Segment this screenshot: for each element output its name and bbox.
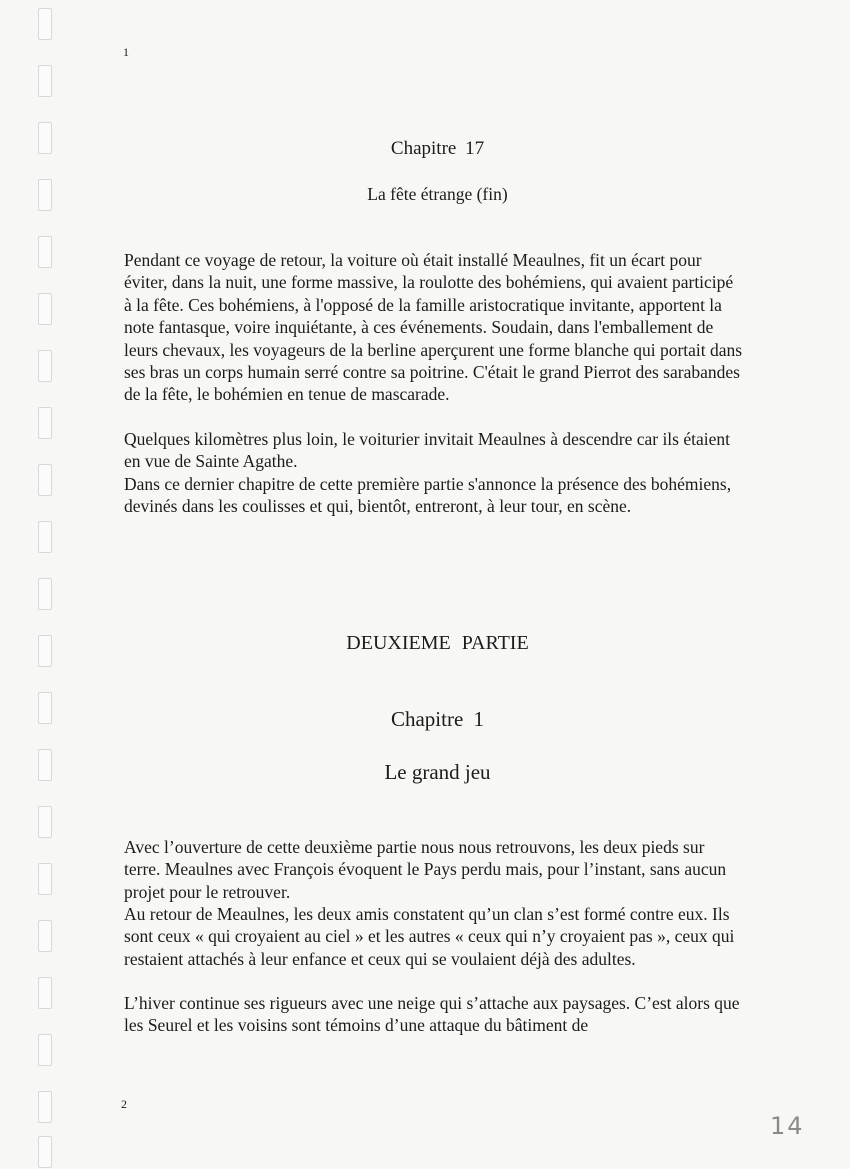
chapter-1-title: Chapitre 1: [390, 707, 485, 731]
paragraph-clan: Au retour de Meaulnes, les deux amis constatent qu’un clan s’est formé contre eux. Ils sont ceux « qui croyaient au ciel » et les autres « ceux qui n’y croyaient pas », ceux qui restaient attachés à leur enfance et ceux qui se voulaient déjà des adultes.: [124, 904, 735, 969]
paragraph-voyage-retour: Pendant ce voyage de retour, la voiture où était installé Meaulnes, fit un écart pour éviter, dans la nuit, une forme massive, la roulotte des bohémiens, qui avaient participé à la fête. Ces bohémiens, à l'opposé de la famille aristocratique invitante, apportent la note fantasque, voire inquiétante, à ces événements. Soudain, dans l'emballement de leurs chevaux, les voyageurs de la berline aperçurent une forme blanche qui portait dans ses bras un corps humain serré contre sa poitrine. C'était le grand Pierrot des sarabandes de la fête, le bohémien en tenue de mascarade.: [124, 250, 743, 405]
chapter-17-title: Chapitre 17: [390, 138, 485, 159]
chapter-17-subtitle: La fête étrange (fin): [367, 184, 508, 204]
paragraph-bohemiens: Dans ce dernier chapitre de cette première partie s'annonce la présence des bohémiens, devinés dans les coulisses et qui, bientôt, entreront, à leur tour, en scène.: [124, 474, 732, 517]
binding-holes: [36, 0, 54, 1169]
paragraph-sainte-agathe: Quelques kilomètres plus loin, le voiturier invitait Meaulnes à descendre car ils étaient en vue de Sainte Agathe.: [124, 429, 730, 472]
chapter-1-subtitle: Le grand jeu: [384, 760, 491, 784]
paragraph-hiver: L’hiver continue ses rigueurs avec une neige qui s’attache aux paysages. C’est alors que les Seurel et les voisins sont témoins d’une attaque du bâtiment de: [124, 993, 740, 1036]
page-number-top: 1: [123, 45, 129, 59]
paragraph-ouverture: Avec l’ouverture de cette deuxième partie nous nous retrouvons, les deux pieds sur terre. Meaulnes avec François évoquent le Pays perdu mais, pour l’instant, sans aucun projet pour le retrouver.: [124, 837, 727, 902]
part-title: DEUXIEME PARTIE: [346, 632, 529, 654]
page-number-bottom: 2: [121, 1097, 127, 1111]
handwritten-page-number: 14: [770, 1112, 805, 1140]
